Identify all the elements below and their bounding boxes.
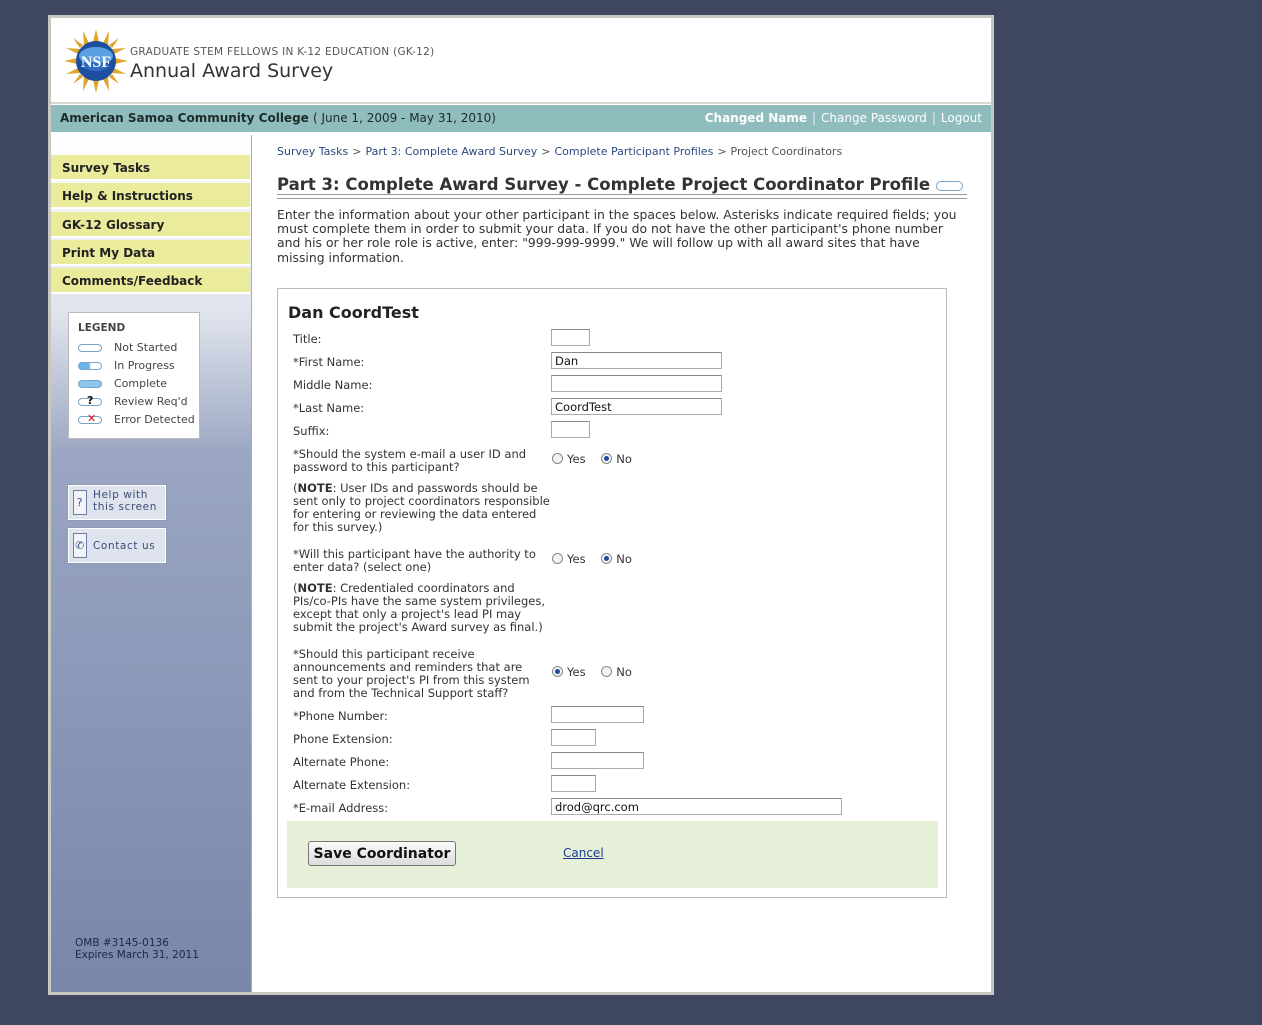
legend-label: Not Started xyxy=(114,341,178,354)
announcements-no[interactable] xyxy=(601,665,632,679)
email-user-yes[interactable] xyxy=(552,452,586,466)
not-started-icon xyxy=(78,344,102,352)
alt-phone-label: Alternate Phone: xyxy=(293,755,390,769)
error-detected-icon: ✕ xyxy=(78,416,102,424)
alt-phone-input[interactable] xyxy=(551,752,644,769)
email-user-radio-group xyxy=(552,452,644,466)
note-line: submit the project's Award survey as final.) xyxy=(293,620,543,634)
help-line-2: this screen xyxy=(93,501,158,513)
radio-no-selected[interactable] xyxy=(601,553,612,564)
breadcrumb-participant-profiles[interactable]: Complete Participant Profiles xyxy=(554,145,714,158)
first-name-input[interactable] xyxy=(551,352,722,369)
omb-notice xyxy=(75,937,199,961)
radio-no[interactable] xyxy=(601,666,612,677)
question-line: *Should the system e-mail a user ID and xyxy=(293,447,527,461)
main-content xyxy=(252,135,991,992)
legend-title: LEGEND xyxy=(78,322,126,334)
note-text: : User IDs and passwords should be xyxy=(332,481,538,495)
yes-label: Yes xyxy=(567,452,586,466)
middle-name-input[interactable] xyxy=(551,375,722,392)
separator: | xyxy=(931,111,936,125)
question-line: and from the Technical Support staff? xyxy=(293,686,509,700)
note-line: PIs/co-PIs have the same system privileges, xyxy=(293,594,546,608)
page xyxy=(51,18,991,992)
email-user-note xyxy=(293,482,550,534)
page-title xyxy=(277,175,963,194)
save-coordinator-button[interactable]: Save Coordinator xyxy=(308,841,456,866)
question-line: announcements and reminders that are xyxy=(293,660,523,674)
email-input[interactable] xyxy=(551,798,842,815)
legend-label: Review Req'd xyxy=(114,395,188,408)
note-text: : Credentialed coordinators and xyxy=(332,581,515,595)
nsf-logo[interactable] xyxy=(63,28,129,94)
intro-text: Enter the information about your other participant in the spaces below. Asterisks indicate required fields; you must complete them in order to submit your data. If you do not have the other participant's phone number and his or her role role is active, enter: "999-999-9999." We will follow up with all award sites that have missing information. xyxy=(277,207,957,265)
legend-label: In Progress xyxy=(114,359,175,372)
radio-yes-selected[interactable] xyxy=(552,666,563,677)
authority-yes[interactable] xyxy=(552,552,586,566)
complete-icon xyxy=(78,380,102,388)
logo-text: NSF xyxy=(80,54,112,71)
review-required-icon: ? xyxy=(78,398,102,406)
authority-radio-group xyxy=(552,552,644,566)
program-name: GRADUATE STEM FELLOWS IN K-12 EDUCATION (GK-12) xyxy=(130,46,435,58)
form-actions xyxy=(287,821,938,888)
question-line: *Will this participant have the authority to xyxy=(293,547,536,561)
phone-ext-label: Phone Extension: xyxy=(293,732,393,746)
note-bold: NOTE xyxy=(297,481,333,495)
legend-label: Complete xyxy=(114,377,168,390)
yes-label: Yes xyxy=(567,552,586,566)
announcements-yes[interactable] xyxy=(552,665,586,679)
question-line: *Should this participant receive xyxy=(293,647,475,661)
in-progress-icon xyxy=(78,362,102,370)
nav-glossary[interactable]: GK-12 Glossary xyxy=(51,212,250,238)
omb-number: OMB #3145-0136 xyxy=(75,937,169,949)
nav-comments-feedback[interactable]: Comments/Feedback xyxy=(51,268,250,294)
title-label: Title: xyxy=(293,332,322,346)
suffix-label: Suffix: xyxy=(293,424,330,438)
header xyxy=(51,18,991,105)
sidebar xyxy=(51,135,252,992)
email-label: *E-mail Address: xyxy=(293,801,389,815)
note-line: for entering or reviewing the data entered xyxy=(293,507,537,521)
breadcrumb-separator: > xyxy=(717,145,727,158)
suffix-input[interactable] xyxy=(551,421,590,438)
phone-icon: ✆ xyxy=(73,533,87,558)
change-password-link[interactable]: Change Password xyxy=(821,111,927,125)
help-button-label xyxy=(93,489,157,513)
alt-ext-label: Alternate Extension: xyxy=(293,778,411,792)
page-frame xyxy=(48,15,994,995)
authority-no[interactable] xyxy=(601,552,632,566)
middle-name-label: Middle Name: xyxy=(293,378,373,392)
user-links xyxy=(705,105,982,132)
question-line: enter data? (select one) xyxy=(293,560,432,574)
nav-print-data[interactable]: Print My Data xyxy=(51,240,250,266)
note-line: (NOTE: Credentialed coordinators and xyxy=(293,581,515,595)
note-line: sent only to project coordinators responsible xyxy=(293,494,550,508)
authority-question xyxy=(293,548,536,574)
top-bar xyxy=(51,105,991,132)
breadcrumb xyxy=(277,145,842,158)
announcements-question xyxy=(293,648,530,700)
legend-label: Error Detected xyxy=(114,413,195,426)
breadcrumb-separator: > xyxy=(541,145,551,158)
page-title-text: Part 3: Complete Award Survey - Complete Project Coordinator Profile xyxy=(277,175,931,194)
alt-ext-input[interactable] xyxy=(551,775,596,792)
help-with-screen-button[interactable] xyxy=(68,485,166,520)
radio-yes[interactable] xyxy=(552,453,563,464)
last-name-input[interactable] xyxy=(551,398,722,415)
user-name: Changed Name xyxy=(704,111,807,125)
note-line: for this survey.) xyxy=(293,520,383,534)
header-divider xyxy=(51,102,991,104)
app-title: Annual Award Survey xyxy=(130,60,334,82)
phone-label: *Phone Number: xyxy=(293,709,388,723)
contact-button-label: Contact us xyxy=(93,540,156,552)
help-question-icon: ? xyxy=(73,490,87,515)
no-label: No xyxy=(616,552,632,566)
no-label: No xyxy=(616,452,632,466)
award-period: ( June 1, 2009 - May 31, 2010) xyxy=(312,111,496,125)
breadcrumb-part3[interactable]: Part 3: Complete Award Survey xyxy=(365,145,538,158)
question-line: password to this participant? xyxy=(293,460,460,474)
person-name: Dan CoordTest xyxy=(288,303,419,322)
question-line: sent to your project's PI from this system xyxy=(293,673,530,687)
email-user-no[interactable] xyxy=(601,452,632,466)
yes-label: Yes xyxy=(567,665,586,679)
announcements-radio-group xyxy=(552,665,644,679)
radio-no-selected[interactable] xyxy=(601,453,612,464)
no-label: No xyxy=(616,665,632,679)
institution-info xyxy=(60,105,496,132)
breadcrumb-current: Project Coordinators xyxy=(730,145,843,158)
logout-link[interactable]: Logout xyxy=(940,111,982,125)
breadcrumb-separator: > xyxy=(352,145,362,158)
separator: | xyxy=(812,111,817,125)
nsf-logo-icon xyxy=(63,28,129,94)
legend xyxy=(68,312,200,439)
authority-note xyxy=(293,582,545,634)
email-user-question xyxy=(293,448,526,474)
radio-yes[interactable] xyxy=(552,553,563,564)
status-not-started-icon xyxy=(936,181,963,191)
title-input[interactable] xyxy=(551,329,590,346)
last-name-label: *Last Name: xyxy=(293,401,365,415)
first-name-label: *First Name: xyxy=(293,355,365,369)
note-bold: NOTE xyxy=(297,581,333,595)
title-divider xyxy=(277,194,967,199)
omb-expiry: Expires March 31, 2011 xyxy=(75,949,199,961)
phone-input[interactable] xyxy=(551,706,644,723)
phone-ext-input[interactable] xyxy=(551,729,596,746)
note-line: (NOTE: User IDs and passwords should be xyxy=(293,481,538,495)
cancel-link[interactable]: Cancel xyxy=(563,846,604,860)
nav-help-instructions[interactable]: Help & Instructions xyxy=(51,183,250,209)
institution-name: American Samoa Community College xyxy=(60,111,309,125)
coordinator-form xyxy=(277,288,947,898)
note-line: except that only a project's lead PI may xyxy=(293,607,522,621)
help-line-1: Help with xyxy=(93,489,148,501)
contact-us-button[interactable] xyxy=(68,528,166,563)
breadcrumb-survey-tasks[interactable]: Survey Tasks xyxy=(277,145,349,158)
nav-survey-tasks[interactable]: Survey Tasks xyxy=(51,155,250,181)
